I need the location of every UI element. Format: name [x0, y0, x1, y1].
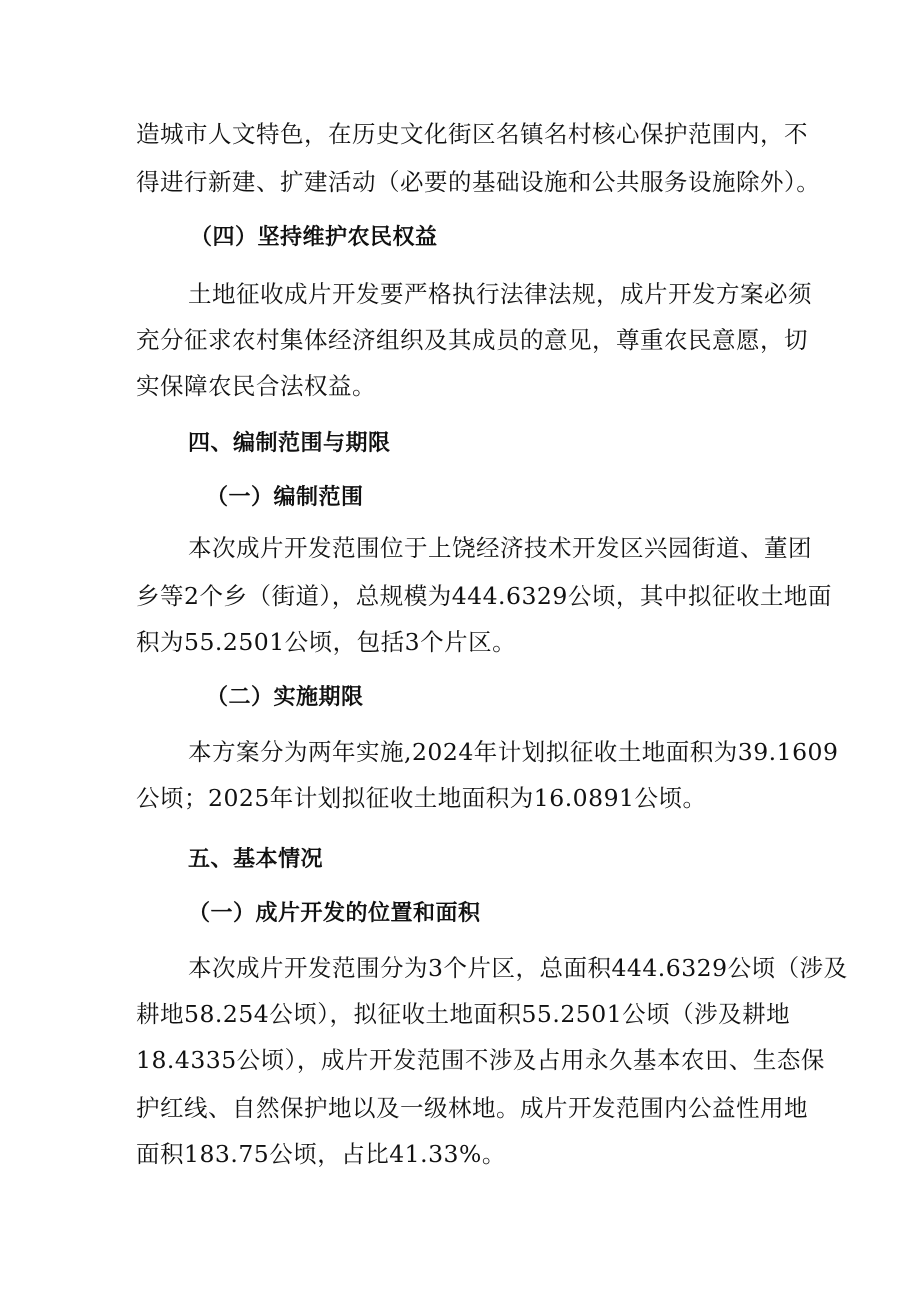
paragraph-line: 公顷；2025年计划拟征收土地面积为16.0891公顷。: [136, 784, 707, 812]
paragraph-line: 本次成片开发范围分为3个片区，总面积444.6329公顷（涉及: [188, 954, 848, 982]
paragraph-line: 积为55.2501公顷，包括3个片区。: [136, 628, 517, 656]
subsection-heading: （一）编制范围: [206, 485, 364, 510]
section-heading: 五、基本情况: [188, 847, 324, 872]
subsection-heading: （一）成片开发的位置和面积: [188, 901, 481, 926]
paragraph-line: 本次成片开发范围位于上饶经济技术开发区兴园街道、董团: [188, 534, 812, 562]
paragraph-line: 本方案分为两年实施,2024年计划拟征收土地面积为39.1609: [188, 738, 839, 766]
subsection-heading: （二）实施期限: [206, 685, 364, 710]
paragraph-line: 18.4335公顷），成片开发范围不涉及占用永久基本农田、生态保: [136, 1046, 825, 1074]
paragraph-line: 面积183.75公顷，占比41.33%。: [136, 1140, 506, 1168]
paragraph-line: 实保障农民合法权益。: [136, 372, 376, 400]
paragraph-line: 耕地58.254公顷），拟征收土地面积55.2501公顷（涉及耕地: [136, 1000, 791, 1028]
section-heading: 四、编制范围与期限: [188, 431, 391, 456]
subsection-heading: （四）坚持维护农民权益: [190, 225, 438, 250]
paragraph-line: 造城市人文特色，在历史文化街区名镇名村核心保护范围内，不: [136, 120, 808, 148]
paragraph-line: 护红线、自然保护地以及一级林地。成片开发范围内公益性用地: [136, 1094, 808, 1122]
paragraph-line: 乡等2个乡（街道），总规模为444.6329公顷，其中拟征收土地面: [136, 582, 832, 610]
paragraph-line: 土地征收成片开发要严格执行法律法规，成片开发方案必须: [188, 280, 812, 308]
paragraph-line: 充分征求农村集体经济组织及其成员的意见，尊重农民意愿，切: [136, 326, 808, 354]
paragraph-line: 得进行新建、扩建活动（必要的基础设施和公共服务设施除外）。: [136, 168, 821, 196]
